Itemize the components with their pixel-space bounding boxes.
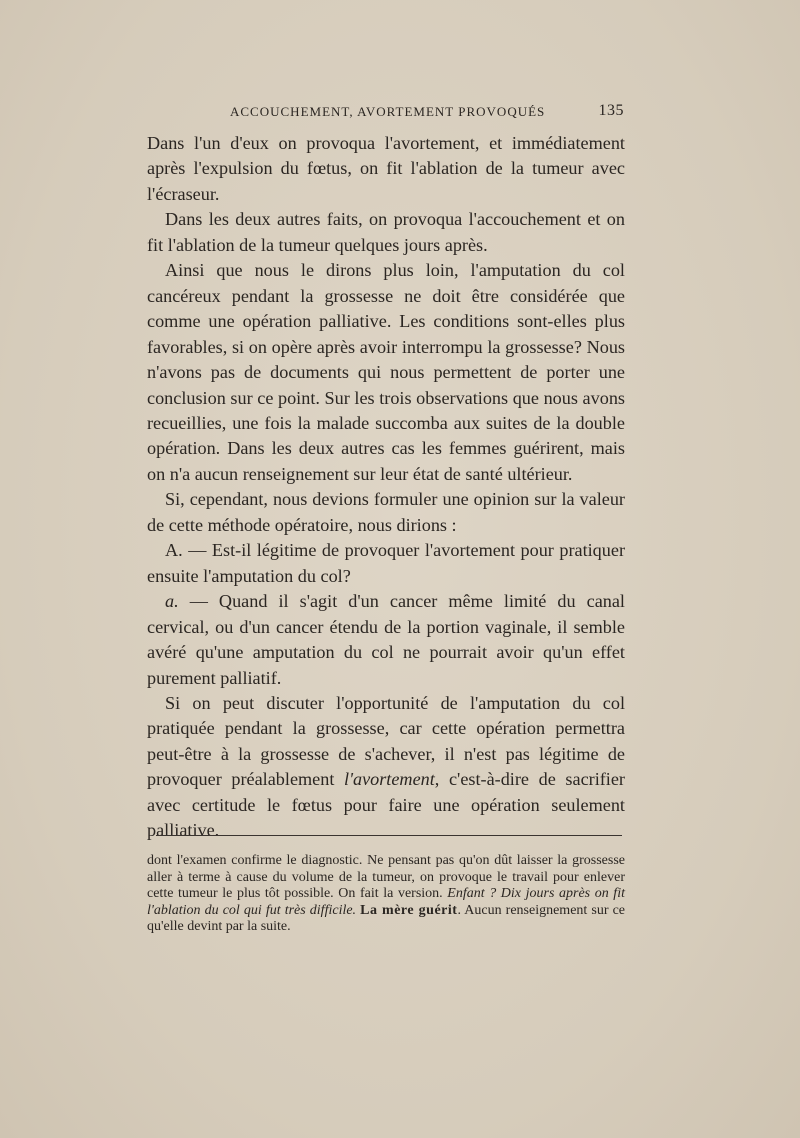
footnote-divider: [156, 835, 622, 836]
paragraph-7-emphasis: l'avortement: [344, 769, 435, 790]
paragraph-7-post: , c'est-à-dire de sacrifier avec certitude le fœtus pour faire une opération seulement palliative.: [147, 769, 625, 841]
footnote-paragraph: [147, 853, 625, 936]
paragraph-6-text: — Quand il s'agit d'un cancer même limité du canal cervical, ou d'un cancer étendu de la portion vaginale, il semble avéré qu'une amputation du col ne pourrait avoir qu'un effet purement palliatif.: [147, 591, 625, 688]
page-header: [148, 104, 624, 126]
paragraph-7-pre: Si on peut discuter l'opportunité de l'amputation du col pratiquée pendant la grossesse, car cette opération permettra peut-être à la grossesse de s'achever, il n'est pas légitime de provoquer préalablement: [147, 692, 625, 790]
paragraph-1: Dans l'un d'eux on provoqua l'avortement, et immédiatement après l'expulsion du fœtus, on fit l'ablation de la tumeur avec l'écraseur.: [147, 133, 625, 204]
paragraph-6: [147, 589, 625, 691]
footnote: [147, 853, 625, 936]
footnote-text-pre: dont l'examen confirme le diagnostic. Ne pensant pas qu'on dût laisser la grossesse aller à terme à cause du volume de la tumeur, on provoque le travail pour enlever cette tumeur le plus tôt possible. On fait la version.: [147, 853, 625, 901]
paragraph-5: A. — Est-il légitime de provoquer l'avortement pour pratiquer ensuite l'amputation du col?: [147, 540, 625, 586]
footnote-emphasis: Enfant ? Dix jours après on fit l'ablation du col qui fut très difficile.: [147, 886, 625, 918]
main-text: [147, 131, 625, 844]
paragraph-2: Dans les deux autres faits, on provoqua l'accouchement et on fit l'ablation de la tumeur quelques jours après.: [147, 209, 625, 255]
paragraph-3: Ainsi que nous le dirons plus loin, l'amputation du col cancéreux pendant la grossesse ne doit être considérée que comme une opération palliative. Les conditions sont-elles plus favorables, si on opère après avoir interrompu la grossesse? Nous n'avons pas de documents qui nous permettent de porter une conclusion sur ce point. Sur les trois observations que nous avons recueillies, une fois la malade succomba aux suites de la double opération. Dans les deux autres cas les femmes guérirent, mais on n'a aucun renseignement sur leur état de santé ultérieur.: [147, 260, 625, 484]
footnote-text-post: . Aucun renseignement sur ce qu'elle devint par la suite.: [147, 902, 625, 934]
page-number: 135: [598, 102, 624, 119]
paragraph-7: [147, 691, 625, 844]
paragraph-6-marker: a.: [165, 591, 179, 612]
running-title: ACCOUCHEMENT, AVORTEMENT PROVOQUÉS: [230, 104, 546, 119]
footnote-strong: La mère guérit: [360, 902, 458, 918]
paragraph-4: Si, cependant, nous devions formuler une opinion sur la valeur de cette méthode opératoire, nous dirions :: [147, 489, 625, 535]
